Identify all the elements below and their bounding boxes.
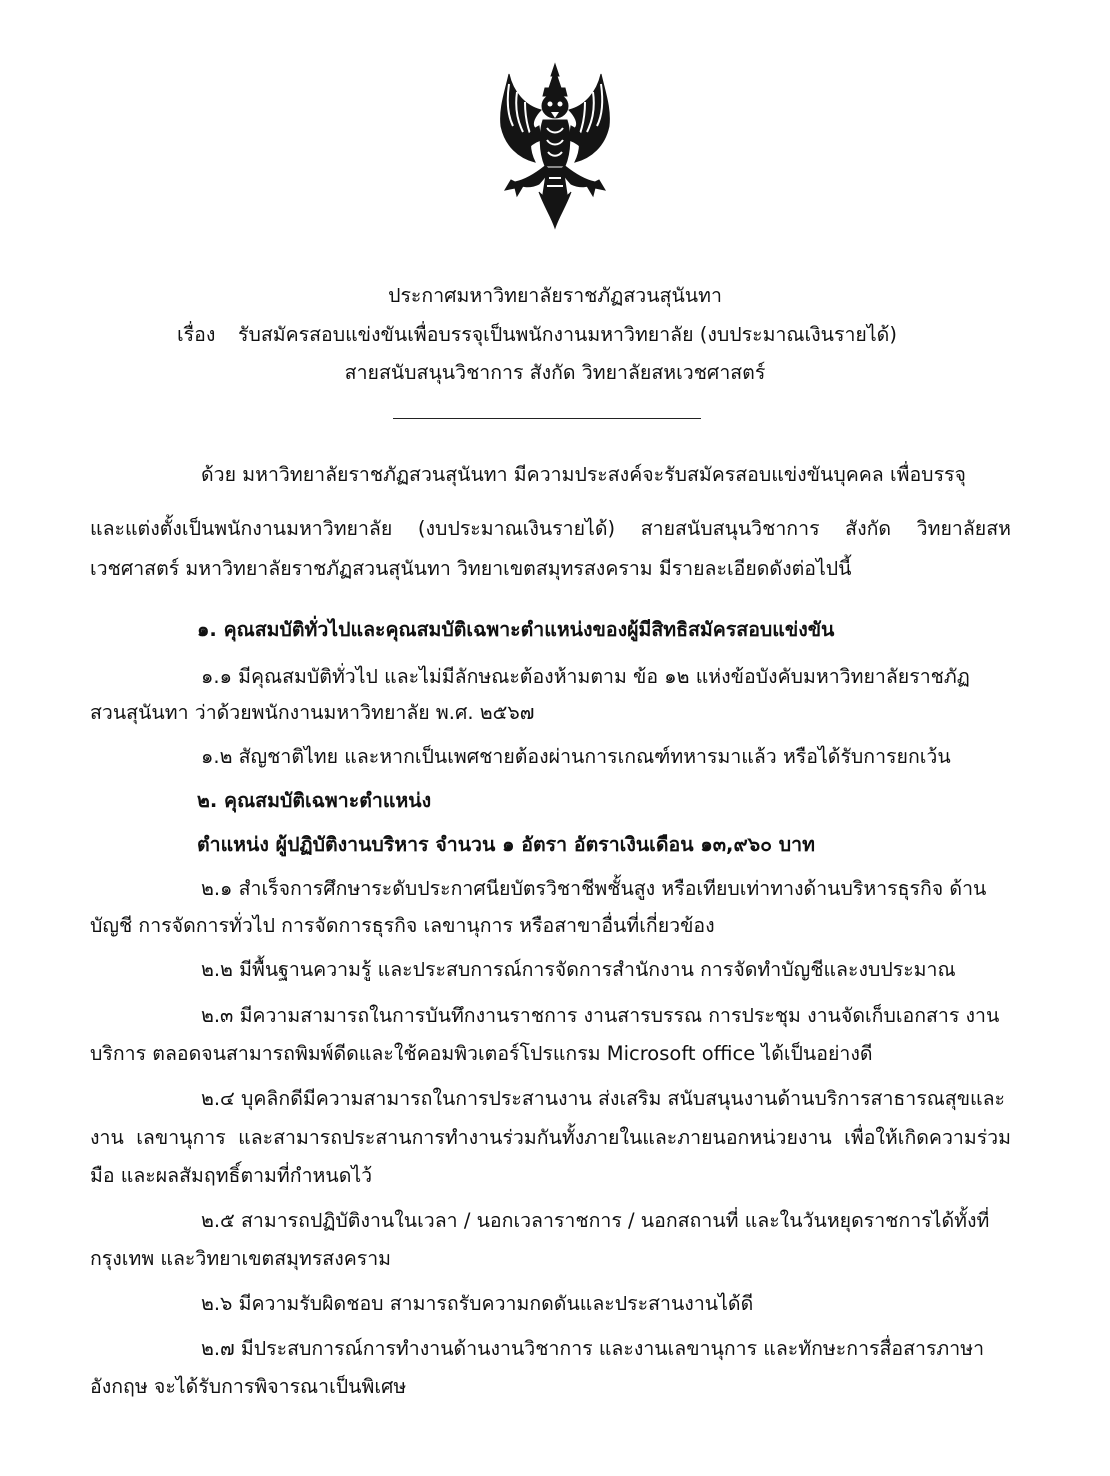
item-2-4-line-2: งาน เลขานุการ และสามารถประสานการทำงานร่วมกันทั้งภายในและภายนอกหน่วยงาน เพื่อให้เกิดความร่วม (90, 1126, 1011, 1149)
item-2-7-line-1: ๒.๗ มีประสบการณ์การทำงานด้านงานวิชาการ และงานเลขานุการ และทักษะการสื่อสารภาษา (201, 1337, 985, 1360)
item-2-2: ๒.๒ มีพื้นฐานความรู้ และประสบการณ์การจัดการสำนักงาน การจัดทำบัญชีและงบประมาณ (201, 958, 956, 981)
position-line: ตำแหน่ง ผู้ปฏิบัติงานบริหาร จำนวน ๑ อัตรา อัตราเงินเดือน ๑๓,๙๖๐ บาท (197, 833, 815, 856)
item-2-5-line-2: กรุงเทพ และวิทยาเขตสมุทรสงคราม (90, 1247, 392, 1270)
item-2-4-line-3: มือ และผลสัมฤทธิ์ตามที่กำหนดไว้ (90, 1164, 373, 1187)
intro-line-2: และแต่งตั้งเป็นพนักงานมหาวิทยาลัย (งบประมาณเงินรายได้) สายสนับสนุนวิชาการ สังกัด วิทยาลัยสห (90, 517, 1011, 540)
item-2-4-line-1: ๒.๔ บุคลิกดีมีความสามารถในการประสานงาน ส่งเสริม สนับสนุนงานด้านบริการสาธารณสุขและ (201, 1087, 1006, 1110)
section-1-heading: ๑. คุณสมบัติทั่วไปและคุณสมบัติเฉพาะตำแหน่งของผู้มีสิทธิสมัครสอบแข่งขัน (197, 618, 835, 641)
item-2-3-line-1: ๒.๓ มีความสามารถในการบันทึกงานราชการ งานสารบรรณ การประชุม งานจัดเก็บเอกสาร งาน (201, 1004, 1000, 1027)
intro-line-3: เวชศาสตร์ มหาวิทยาลัยราชภัฏสวนสุนันทา วิทยาเขตสมุทรสงคราม มีรายละเอียดดังต่อไปนี้ (90, 557, 852, 580)
intro-line-1: ด้วย มหาวิทยาลัยราชภัฏสวนสุนันทา มีความประสงค์จะรับสมัครสอบแข่งขันบุคคล เพื่อบรรจุ (201, 463, 966, 486)
item-2-7-line-2: อังกฤษ จะได้รับการพิจารณาเป็นพิเศษ (90, 1375, 407, 1398)
item-1-1-line-1: ๑.๑ มีคุณสมบัติทั่วไป และไม่มีลักษณะต้องห้ามตาม ข้อ ๑๒ แห่งข้อบังคับมหาวิทยาลัยราชภัฏ (201, 665, 970, 688)
item-1-2: ๑.๒ สัญชาติไทย และหากเป็นเพศชายต้องผ่านการเกณฑ์ทหารมาแล้ว หรือได้รับการยกเว้น (201, 745, 951, 768)
item-1-1-line-2: สวนสุนันทา ว่าด้วยพนักงานมหาวิทยาลัย พ.ศ. ๒๕๖๗ (90, 701, 535, 724)
item-2-5-line-1: ๒.๕ สามารถปฏิบัติงานในเวลา / นอกเวลาราชการ / นอกสถานที่ และในวันหยุดราชการได้ทั้งที่ (201, 1209, 990, 1232)
item-2-1-line-1: ๒.๑ สำเร็จการศึกษาระดับประกาศนียบัตรวิชาชีพชั้นสูง หรือเทียบเท่าทางด้านบริหารธุรกิจ ด้าน (201, 877, 987, 900)
subject-label: เรื่อง (177, 323, 216, 346)
announcement-title: ประกาศมหาวิทยาลัยราชภัฏสวนสุนันทา (388, 284, 722, 307)
section-2-heading: ๒. คุณสมบัติเฉพาะตำแหน่ง (197, 789, 432, 812)
header-divider (393, 418, 701, 419)
garuda-emblem-icon (495, 62, 615, 232)
announcement-subject-line2: สายสนับสนุนวิชาการ สังกัด วิทยาลัยสหเวชศาสตร์ (344, 361, 766, 384)
item-2-3-line-2: บริการ ตลอดจนสามารถพิมพ์ดีดและใช้คอมพิวเตอร์โปรแกรม Microsoft office ได้เป็นอย่างดี (90, 1042, 873, 1065)
item-2-6: ๒.๖ มีความรับผิดชอบ สามารถรับความกดดันและประสานงานได้ดี (201, 1292, 754, 1315)
item-2-1-line-2: บัญชี การจัดการทั่วไป การจัดการธุรกิจ เลขานุการ หรือสาขาอื่นที่เกี่ยวข้อง (90, 914, 715, 937)
announcement-subject: รับสมัครสอบแข่งขันเพื่อบรรจุเป็นพนักงานมหาวิทยาลัย (งบประมาณเงินรายได้) (238, 323, 897, 346)
